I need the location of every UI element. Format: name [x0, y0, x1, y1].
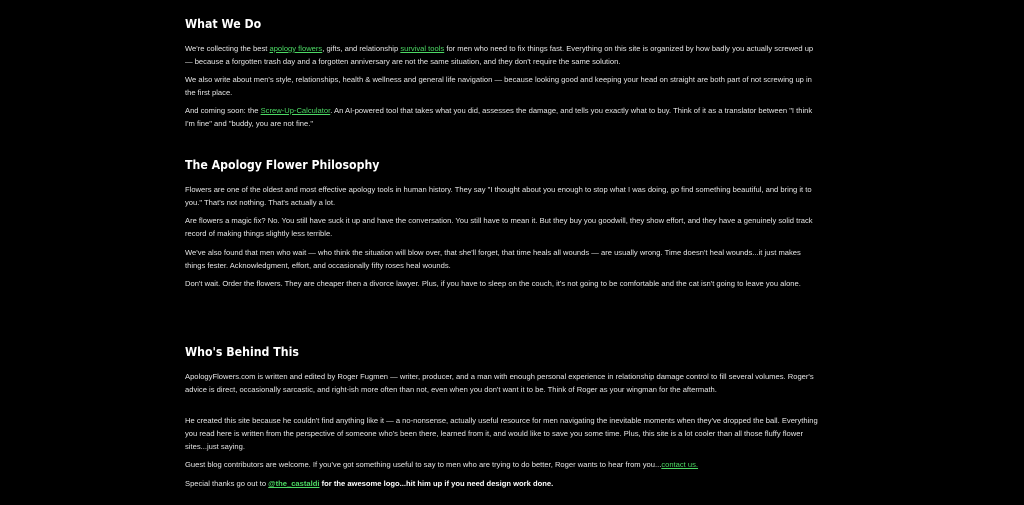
survival-tools-link[interactable]: survival tools [400, 44, 445, 53]
what-we-do-paragraph-3 [185, 104, 820, 130]
behind-paragraph-1: ApologyFlowers.com is written and edited by Roger Fugmen — writer, producer, and a man with enough personal experience in relationship damage control to fill several volumes. Roger's advice is direct, occasionally sarcastic, and right-ish more often than not, even when you don't want it to be. Think of Roger as your wingman for the aftermath. [185, 372, 814, 394]
what-we-do-paragraph-2: We also write about men's style, relationships, health & wellness and general life navigation — because looking good and keeping your head on straight are both part of not screwing up in the first place. [185, 75, 812, 97]
apology-flowers-link[interactable]: apology flowers [269, 44, 323, 53]
philosophy-paragraph-1: Flowers are one of the oldest and most effective apology tools in human history. They say "I thought about you enough to stop what I was doing, go find something beautiful, and bring it to you." That's not nothing. That's actually a lot. [185, 185, 812, 207]
text: for the awesome logo...hit him up if you need design work done. [319, 479, 554, 488]
behind-heading: Who's Behind This [185, 344, 299, 359]
philosophy-paragraph-2: Are flowers a magic fix? No. You still have suck it up and have the conversation. You still have to mean it. But they buy you goodwill, they show effort, and they have a genuinely solid track record of making things slightly less terrible. [185, 216, 813, 238]
philosophy-heading: The Apology Flower Philosophy [185, 157, 380, 172]
text: Guest blog contributors are welcome. If you've got something useful to say to men who are trying to do better, Roger wants to hear from you... [185, 460, 662, 469]
philosophy-paragraph-4: Don't wait. Order the flowers. They are cheaper then a divorce lawyer. Plus, if you have to sleep on the couch, it's not going to be comfortable and the cat isn't going to leave you alone. [185, 279, 801, 288]
behind-paragraph-2: He created this site because he couldn't find anything like it — a no-nonsense, actually useful resource for men navigating the inevitable moments when they've dropped the ball. Everything you read here is written from the perspective of someone who's been there, learned from it, and would like to save you some time. Plus, this site is a lot cooler than all those fluffy flower sites...just saying. [185, 416, 818, 451]
what-we-do-paragraph-1 [185, 42, 820, 68]
text: We're collecting the best [185, 44, 270, 53]
philosophy-paragraph-3: We've also found that men who wait — who think the situation will blow over, that she'll forget, that time heals all wounds — are usually wrong. Time doesn't heal wounds...it just makes things fester. Acknowledgment, effort, and occasionally fifty roses heal wounds. [185, 248, 801, 270]
text: And coming soon: the [185, 106, 261, 115]
behind-paragraph-4 [185, 477, 820, 490]
screw-up-calculator-link[interactable]: Screw-Up-Calculator [260, 106, 331, 115]
what-we-do-heading: What We Do [185, 16, 262, 31]
contact-us-link[interactable]: contact us. [661, 460, 699, 469]
the-castaldi-link[interactable]: @the_castaldi [268, 479, 320, 488]
text: for men who need to fix things fast. Everything on this site is organized by how badly you actually screwed up — because a forgotten trash day and a forgotten anniversary are not the same situation, and they don't require the same solution. [185, 44, 814, 66]
text: Special thanks go out to [185, 479, 269, 488]
text: . An AI-powered tool that takes what you did, assesses the damage, and tells you exactly what to buy. Think of it as a translator between "I think I'm fine" and "buddy, you are not fine." [185, 106, 813, 128]
behind-paragraph-3 [185, 458, 820, 471]
text: , gifts, and relationship [322, 44, 401, 53]
